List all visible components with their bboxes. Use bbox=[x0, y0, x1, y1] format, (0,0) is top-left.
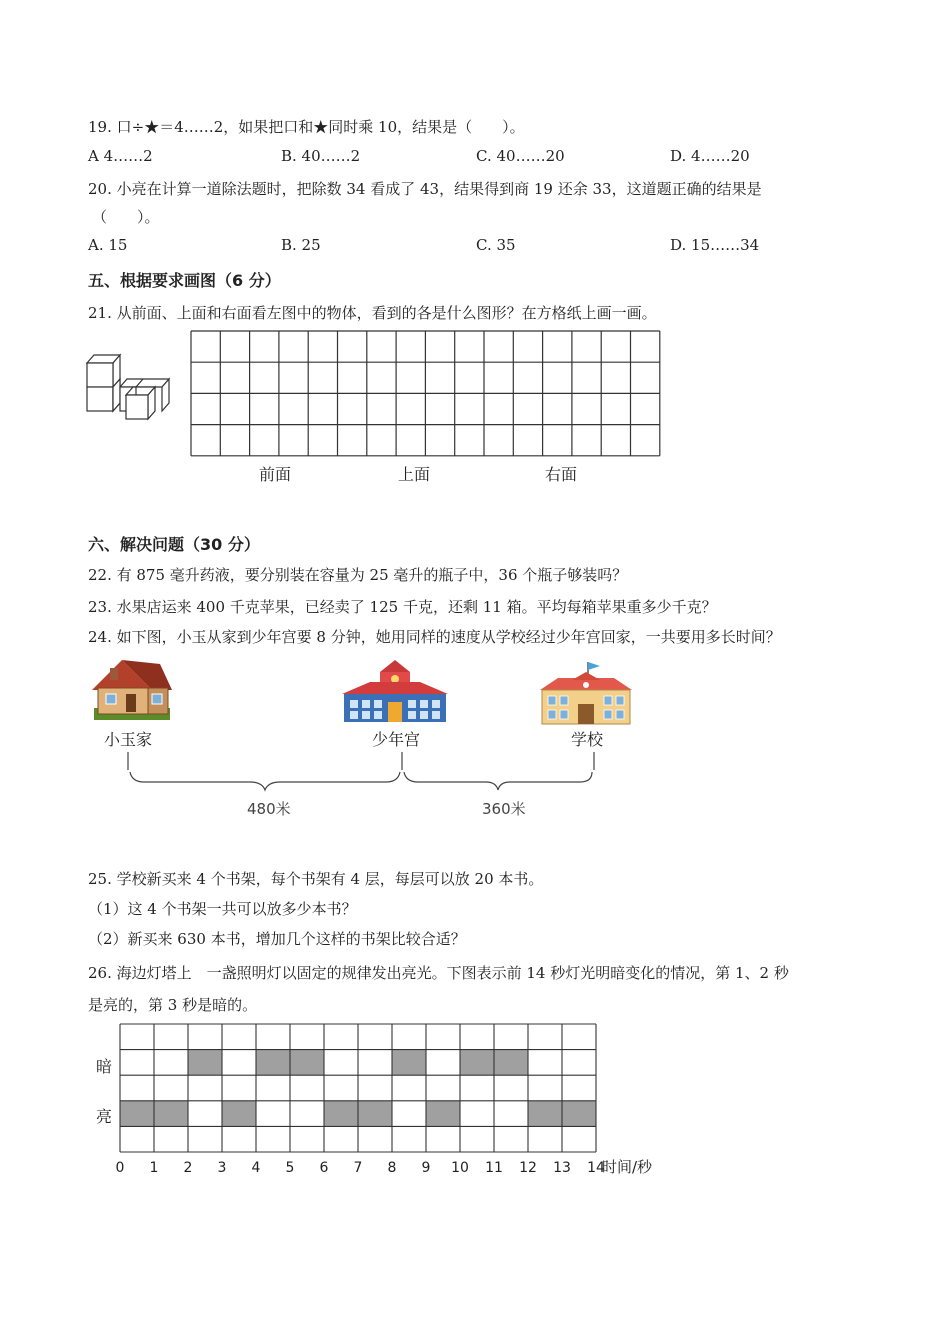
bright-cell bbox=[222, 1101, 256, 1127]
place-school: 学校 bbox=[571, 730, 604, 749]
section6-title: 六、解决问题（30 分） bbox=[88, 535, 260, 554]
grid-label-top: 上面 bbox=[398, 465, 431, 484]
grid-label-right: 右面 bbox=[545, 465, 578, 484]
q23-text: 23. 水果店运来 400 千克苹果，已经卖了 125 千克，还剩 11 箱。平均每箱苹果重多少千克？ bbox=[88, 598, 717, 616]
dark-cell bbox=[494, 1050, 528, 1076]
bright-cell bbox=[426, 1101, 460, 1127]
row-label-dark: 暗 bbox=[96, 1057, 113, 1076]
dark-cell bbox=[290, 1050, 324, 1076]
tick-label: 14 bbox=[587, 1160, 605, 1176]
bright-cell bbox=[528, 1101, 562, 1127]
tick-label: 6 bbox=[319, 1160, 329, 1176]
tick-label: 9 bbox=[421, 1160, 431, 1176]
bright-cell bbox=[120, 1101, 154, 1127]
q26-text-cont: 是亮的，第 3 秒是暗的。 bbox=[88, 996, 258, 1014]
cube-figure bbox=[84, 350, 174, 422]
bright-cell bbox=[562, 1101, 596, 1127]
school-icon bbox=[538, 660, 634, 726]
q25-sub1: （1）这 4 个书架一共可以放多少本书？ bbox=[88, 900, 357, 918]
tick-label: 11 bbox=[485, 1160, 503, 1176]
tick-label: 13 bbox=[553, 1160, 571, 1176]
q19-option-a: A 4……2 bbox=[88, 147, 153, 165]
q25-text: 25. 学校新买来 4 个书架，每个书架有 4 层，每层可以放 20 本书。 bbox=[88, 870, 544, 888]
distance-braces bbox=[120, 750, 600, 800]
tick-label: 5 bbox=[285, 1160, 295, 1176]
bright-cell bbox=[358, 1101, 392, 1127]
q22-text: 22. 有 875 毫升药液，要分别装在容量为 25 毫升的瓶子中，36 个瓶子够装吗？ bbox=[88, 566, 628, 584]
q26-text: 26. 海边灯塔上 一盏照明灯以固定的规律发出亮光。下图表示前 14 秒灯光明暗变化的情况，第 1、2 秒 bbox=[88, 964, 789, 982]
axis-label: 时间/秒 bbox=[602, 1158, 653, 1176]
tick-label: 8 bbox=[387, 1160, 397, 1176]
row-label-bright: 亮 bbox=[96, 1107, 113, 1126]
dark-cell bbox=[256, 1050, 290, 1076]
light-pattern-chart bbox=[110, 1020, 670, 1184]
youth-palace-icon bbox=[340, 658, 450, 724]
q20-option-d: D. 15……34 bbox=[670, 236, 760, 254]
bright-cell bbox=[154, 1101, 188, 1127]
q19-option-d: D. 4……20 bbox=[670, 147, 750, 165]
tick-label: 2 bbox=[183, 1160, 193, 1176]
dark-cell bbox=[392, 1050, 426, 1076]
tick-label: 1 bbox=[149, 1160, 159, 1176]
q19-option-c: C. 40……20 bbox=[476, 147, 565, 165]
q24-text: 24. 如下图，小玉从家到少年宫要 8 分钟，她用同样的速度从学校经过少年宫回家，一共要用多长时间？ bbox=[88, 628, 781, 646]
distance-home-palace: 480米 bbox=[247, 800, 291, 818]
q25-sub2: （2）新买来 630 本书，增加几个这样的书架比较合适？ bbox=[88, 930, 466, 948]
q21-text: 21. 从前面、上面和右面看左图中的物体，看到的各是什么图形？在方格纸上画一画。 bbox=[88, 304, 657, 322]
q20-text: 20. 小亮在计算一道除法题时，把除数 34 看成了 43，结果得到商 19 还余 33，这道题正确的结果是 bbox=[88, 180, 762, 198]
bright-cell bbox=[324, 1101, 358, 1127]
place-youth-palace: 少年宫 bbox=[372, 730, 421, 749]
q20-text-cont: （ ）。 bbox=[92, 208, 160, 226]
section5-title: 五、根据要求画图（6 分） bbox=[88, 271, 281, 290]
tick-label: 7 bbox=[353, 1160, 363, 1176]
house-icon bbox=[88, 656, 174, 722]
distance-palace-school: 360米 bbox=[482, 800, 526, 818]
tick-label: 4 bbox=[251, 1160, 261, 1176]
dark-cell bbox=[460, 1050, 494, 1076]
tick-label: 10 bbox=[451, 1160, 469, 1176]
tick-label: 0 bbox=[115, 1160, 125, 1176]
tick-label: 3 bbox=[217, 1160, 227, 1176]
place-home: 小玉家 bbox=[104, 730, 153, 749]
q20-option-b: B. 25 bbox=[281, 236, 321, 254]
grid-label-front: 前面 bbox=[259, 465, 292, 484]
tick-label: 12 bbox=[519, 1160, 537, 1176]
dark-cell bbox=[188, 1050, 222, 1076]
q20-option-a: A. 15 bbox=[88, 236, 128, 254]
q20-option-c: C. 35 bbox=[476, 236, 516, 254]
q19-text: 19. 口÷★＝4……2，如果把口和★同时乘 10，结果是（ ）。 bbox=[88, 118, 525, 136]
drawing-grid bbox=[190, 330, 662, 460]
q19-option-b: B. 40……2 bbox=[281, 147, 361, 165]
